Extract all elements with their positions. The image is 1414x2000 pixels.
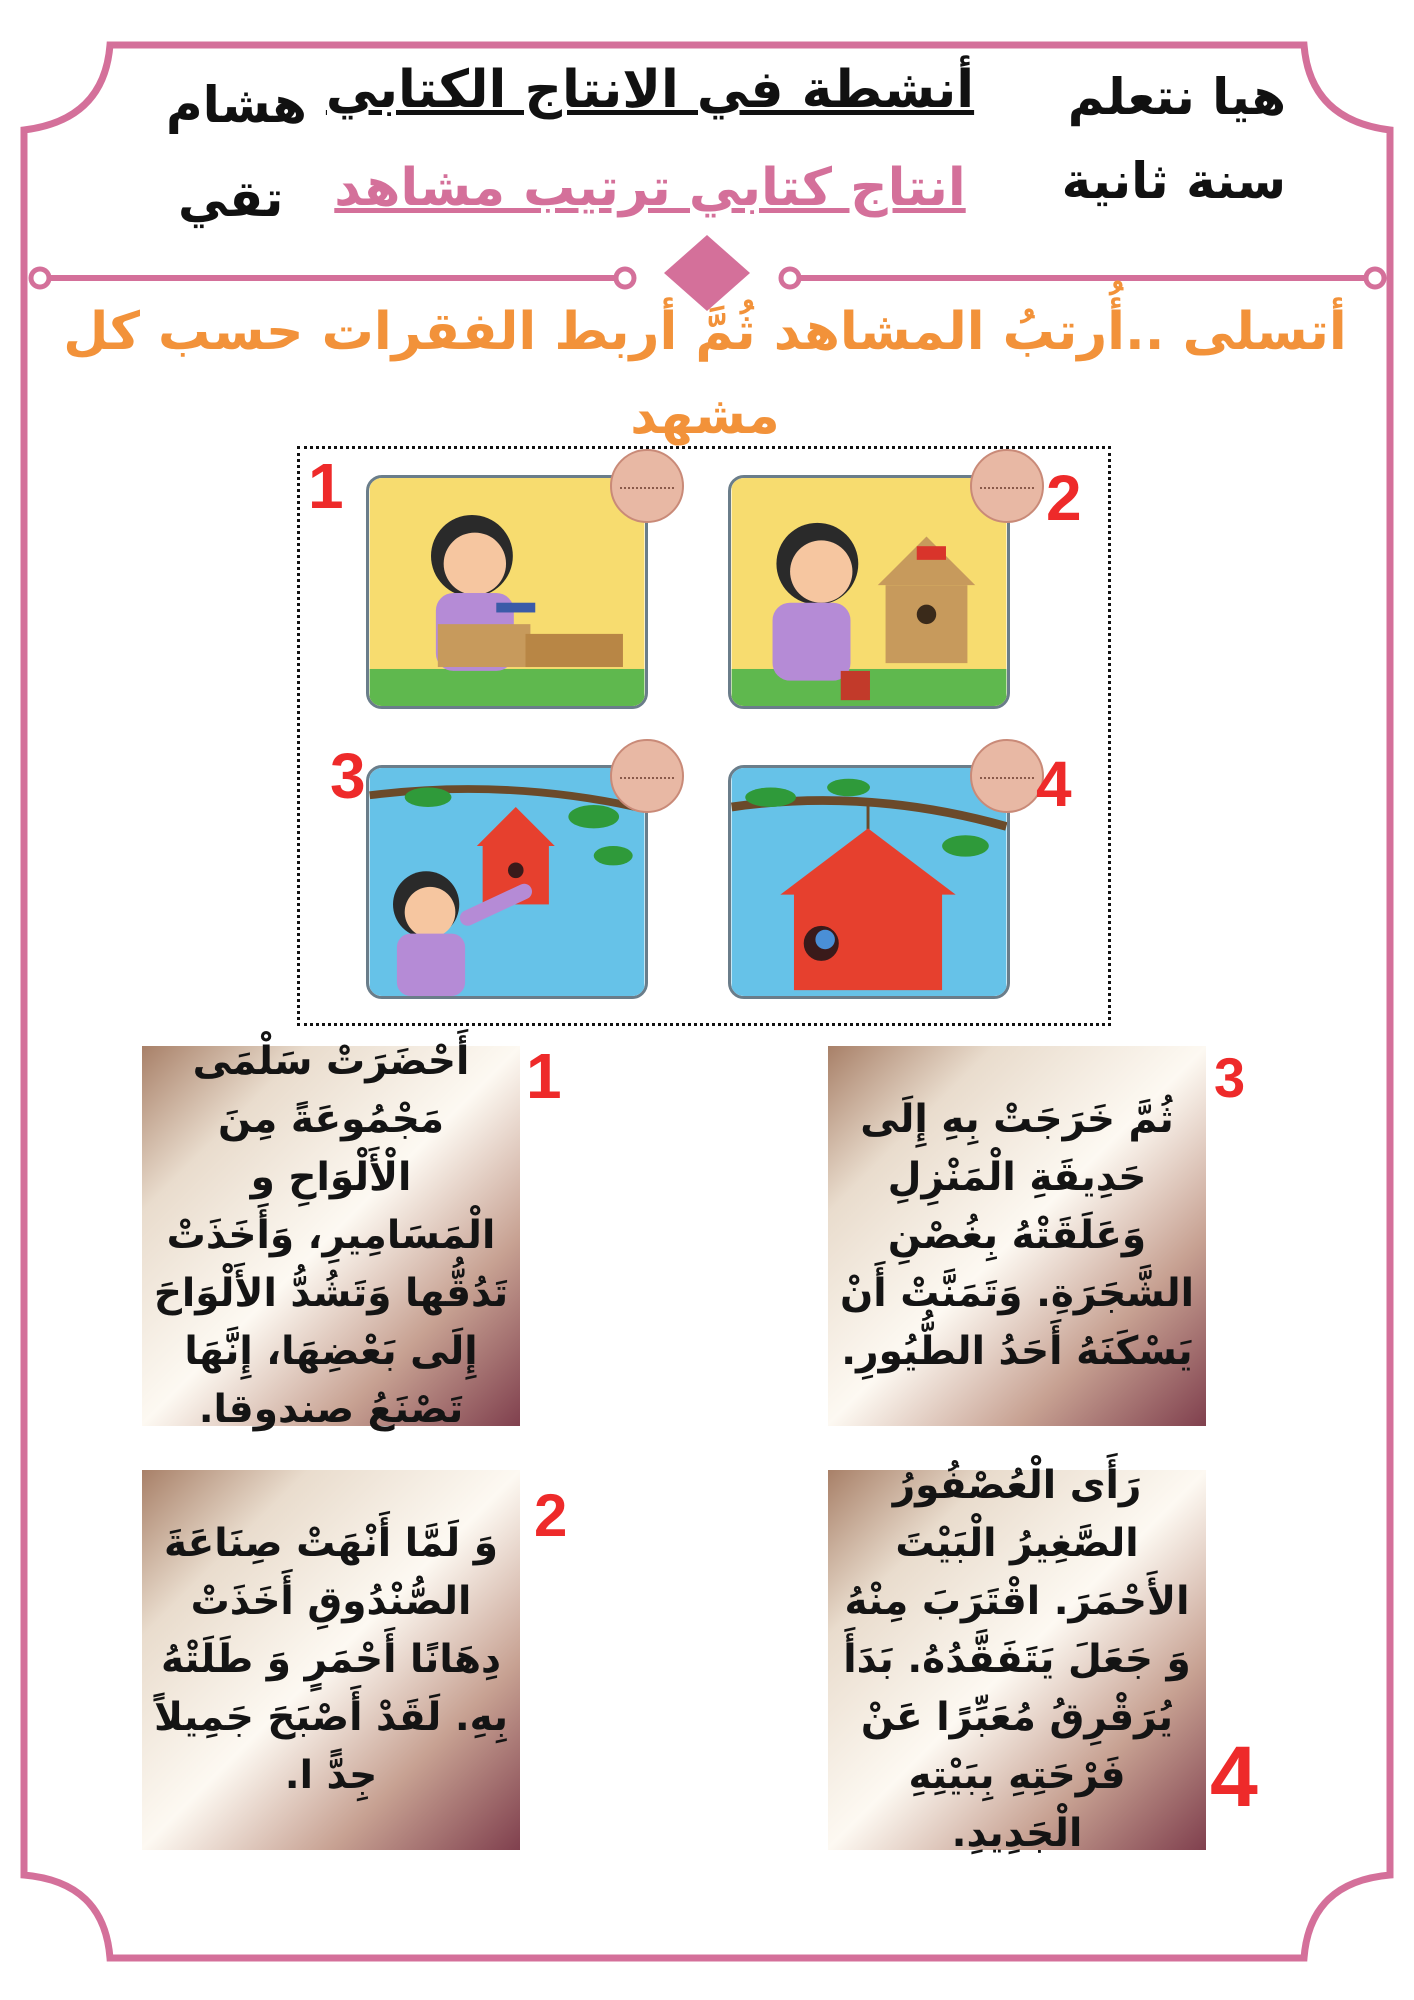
scene-4-number: 4 [1036, 748, 1072, 820]
scene-3-number: 3 [330, 740, 366, 812]
scene-2-number: 2 [1046, 462, 1082, 534]
paragraph-2-number: 2 [534, 1482, 568, 1549]
header-right-line2: سنة ثانية [1061, 152, 1286, 210]
paragraph-1-number: 1 [526, 1040, 562, 1112]
scene-2-image [728, 475, 1010, 709]
header-author-first: هشام [166, 76, 307, 134]
scene-1-answer-circle[interactable] [610, 449, 684, 523]
paragraph-1: أَحْضَرَتْ سَلْمَى مَجْمُوعَةً مِنَ الْأَلْوَاحِ و الْمَسَامِيرِ، وَأَخَذَتْ تَدُقُّها وَتَشُدُّ الأَلْوَاحَ إِلَى بَعْضِهَا، إِنَّهَا تَصْنَعُ صندوقا. [142, 1046, 520, 1426]
paragraph-3-number: 3 [1214, 1046, 1246, 1109]
instruction-text: أتسلى ..أُرتبُ المشاهد ثُمَّ أربط الفقرات حسب كل مشهد [63, 302, 1347, 446]
scenes-box [297, 446, 1111, 1026]
paragraph-4: رَأَى الْعُصْفُورُ الصَّغِيرُ الْبَيْتَ الأَحْمَرَ. اقْتَرَبَ مِنْهُ وَ جَعَلَ يَتَفَقَّدُهُ. بَدَأَ يُرَقْرِقُ مُعَبِّرًا عَنْ فَرْحَتِهِ بِبَيْتِهِ الْجَدِيدِ. [828, 1470, 1206, 1850]
paragraph-4-number: 4 [1210, 1729, 1258, 1825]
header-right-line1: هيا نتعلم [1067, 68, 1286, 126]
paragraph-3: ثُمَّ خَرَجَتْ بِهِ إِلَى حَدِيقَةِ الْمَنْزِلِ وَعَلَقَتْهُ بِغُصْنِ الشَّجَرَةِ. وَتَمَنَّتْ أَنْ يَسْكَنَهُ أَحَدُ الطُّيُورِ. [828, 1046, 1206, 1426]
page-title: أنشطة في الانتاج الكتابي [325, 60, 975, 120]
header-author-last: تقي [178, 170, 284, 228]
page-subtitle: انتاج كتابي ترتيب مشاهد [334, 158, 966, 218]
scene-2-answer-circle[interactable] [970, 449, 1044, 523]
scene-4-answer-circle[interactable] [970, 739, 1044, 813]
paragraph-2: وَ لَمَّا أَنْهَتْ صِنَاعَةَ الصُّنْدُوقِ أَخَذَتْ دِهَانًا أَحْمَرٍ وَ طَلَتْهُ بِهِ. لَقَدْ أَصْبَحَ جَمِيلاً جِدًّ ا. [142, 1470, 520, 1850]
scene-3-image [366, 765, 648, 999]
scene-1-number: 1 [308, 450, 344, 522]
scene-4-image [728, 765, 1010, 999]
scene-3-answer-circle[interactable] [610, 739, 684, 813]
scene-1-image [366, 475, 648, 709]
